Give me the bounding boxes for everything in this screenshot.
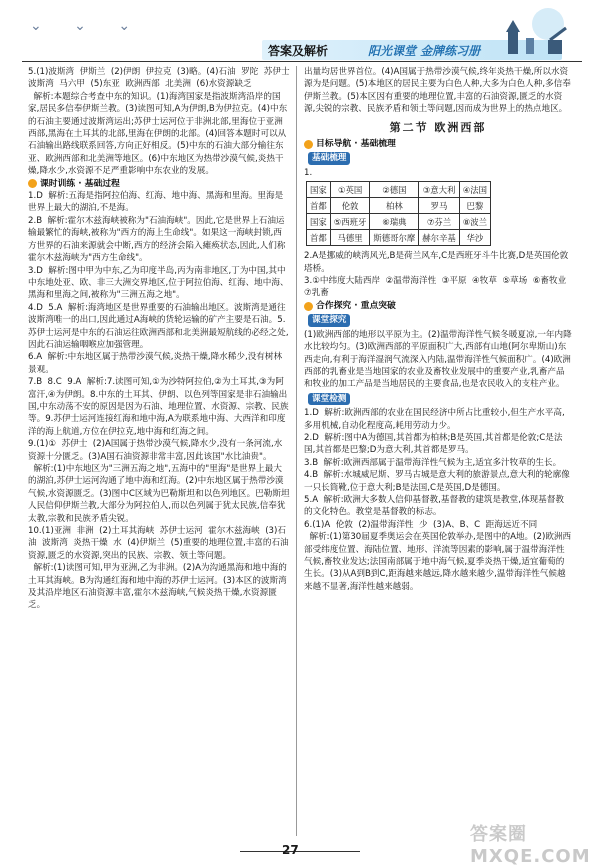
table-row <box>307 230 491 246</box>
lesson-icon <box>28 179 37 188</box>
answer-paragraph: 4.D 5.A 解析:海湾地区是世界重要的石油输出地区。波斯湾是通往波斯湾唯一的出口,因此通过A海峡的货轮运输的矿产主要是石油。5.苏伊士运河是中东的石油运往欧洲西部和北美洲最短航线的必经之处,因此石油运输咽喉应加强管理。 <box>28 302 289 350</box>
table-cell: ⑥瑞典 <box>370 214 419 230</box>
table-cell: 华沙 <box>459 230 490 246</box>
section-heading-label: 课时训练 · 基础过程 <box>40 178 120 189</box>
answer-paragraph: (1)欧洲西部的地形以平原为主。(2)温带海洋性气候冬暖夏凉,一年内降水比较均匀。(3)欧洲西部的平原面积广大,西部有山地(阿尔卑斯山)东西走向,有利于海洋湿润气流深入内陆,温带海洋性气候面积广。(4)欧洲西部的乳畜业是当地国家的农业及畜牧业发展中的重要产业,乳畜产品和牧业的加工产品是当地居民的主要食品,也是农民收入的支柱产业。 <box>304 329 572 390</box>
table-cell: 马德里 <box>330 230 370 246</box>
answer-paragraph: 9.(1)① 苏伊士 (2)A国属于热带沙漠气候,降水少,没有一条河流,水资源十分匮乏。(3)A国石油资源非常丰富,因此该国"水比油贵"。 <box>28 439 283 462</box>
page-header <box>0 0 600 62</box>
subsection-heading-label: 合作探究 · 重点突破 <box>316 300 396 311</box>
table-cell: ④法国 <box>459 182 490 198</box>
birds-decoration: ⌄ ⌄ ⌄ <box>30 18 145 34</box>
header-rule <box>22 61 582 62</box>
table-cell: 柏林 <box>370 198 419 214</box>
table-cell: 国家 <box>307 214 331 230</box>
answer-paragraph: 1.D 解析:欧洲西部的农业在国民经济中所占比重较小,但生产水平高,多用机械,自动化程度高,耗用劳动力少。 <box>304 408 565 431</box>
table-cell: ⑦芬兰 <box>419 214 460 230</box>
answer-paragraph: 5.(1)波斯湾 伊斯兰 (2)伊朗 伊拉克 (3)略。(4)石油 罗陀 苏伊士 波斯湾 马六甲 (5)东亚 欧洲西部 北美洲 (6)水资源缺乏 <box>28 67 296 90</box>
table-cell: 斯德哥尔摩 <box>370 230 419 246</box>
watermark: 答案圈 MXQE.COM <box>470 824 591 867</box>
page-number: 27 <box>282 843 299 857</box>
answer-paragraph: 6.A 解析:中东地区属于热带沙漠气候,炎热干燥,降水稀少,没有树林景观。 <box>28 352 283 375</box>
cooperation-icon <box>304 302 313 311</box>
answer-paragraph: 解析:(1)第30届夏季奥运会在英国伦敦举办,是图中的A地。(2)欧洲西部受纬度位置、海陆位置、地形、洋流等因素的影响,属于温带海洋性气候,畜牧业发达;法国南部属于地中海气候,夏季炎热干燥,适宜葡萄的生长。(3)从A到B到C,距海越来越远,降水越来越少,温带海洋性气候越来越不显著,海洋性越来越弱。 <box>304 532 572 592</box>
class-explore-tag: 课堂探究 <box>308 314 350 326</box>
table-cell: ③意大利 <box>419 182 460 198</box>
question-label: 1. <box>304 167 313 178</box>
right-column <box>304 66 572 593</box>
answer-paragraph: 3.B 解析:欧洲西部属于温带海洋性气候为主,适宜多汁牧草的生长。 <box>304 457 562 468</box>
column-divider <box>296 66 297 836</box>
table-cell: 首都 <box>307 230 331 246</box>
observatory-illustration <box>488 2 578 58</box>
subsection-heading-label: 目标导航 · 基础梳理 <box>316 139 396 150</box>
table-cell: 赫尔辛基 <box>419 230 460 246</box>
answer-paragraph: 解析:(1)中东地区为"三洲五海之地",五海中的"里海"是世界上最大的湖泊,苏伊士运河沟通了地中海和红海。(2)中东地区属于热带沙漠气候,水资源匮乏。(3)图中C区域为巴勒斯坦和以色列地区。巴勒斯坦人民信仰伊斯兰教,大部分为阿拉伯人,而以色列属于犹太民族,信奉犹太教,宗教和民族矛盾尖锐。 <box>28 464 290 524</box>
answer-paragraph: 2.A是挪威的峡湾风光,B是荷兰风车,C是西班牙斗牛比赛,D是英国伦敦塔桥。 <box>304 251 569 274</box>
answer-paragraph: 1.D 解析:五海是指阿拉伯海、红海、地中海、黑海和里海。里海是世界上最大的湖泊,不是海。 <box>28 191 284 214</box>
header-left-title: 答案及解析 <box>268 44 329 58</box>
header-right-title: 阳光课堂 金牌练习册 <box>368 44 481 58</box>
basics-tag: 基础梳理 <box>308 152 350 164</box>
answer-paragraph: 2.B 解析:霍尔木兹海峡被称为"石油海峡"。因此,它是世界上石油运输最繁忙的海峡,被称为"西方的海上生命线"。如果这一海峡封锁,西方世界的石油来源就会中断,西方的经济会陷入瘫痪状态,因此,人们称霍尔木兹海峡为"西方生命线"。 <box>28 215 286 264</box>
table-cell: 国家 <box>307 182 331 198</box>
table-row <box>307 198 491 214</box>
answer-paragraph: 3.①中纬度大陆西岸 ②温带海洋性 ③平原 ④牧草 ⑤草场 ⑥畜牧业 ⑦乳畜 <box>304 276 572 299</box>
answer-paragraph: 4.B 解析:水城威尼斯、罗马古城是意大利的旅游景点,意大利的轮廓像一只长筒靴,位于意大利;B是法国,C是英国,D是德国。 <box>304 470 570 493</box>
table-row <box>307 214 491 230</box>
answer-paragraph: 2.D 解析:图中A为德国,其首都为柏林;B是英国,其首都是伦敦;C是法国,其首都是巴黎;D为意大利,其首都是罗马。 <box>304 432 563 456</box>
answer-paragraph: 7.B 8.C 9.A 解析:7.读图可知,①为沙特阿拉伯,②为土耳其,③为阿富汗,④为伊朗。8.中东的土耳其、伊朗、以色列等国家是非石油输出国,中东动荡不安的原因是因为石油、地理位置、水资源、宗教、民族等。9.苏伊士运河连接红海和地中海,A为联系地中海、大西洋和印度洋的海上航道,方位在伊拉克,地中海和红海之间。 <box>28 377 289 437</box>
answer-paragraph: 解析:(1)读图可知,甲为亚洲,乙为非洲。(2)A为沟通黑海和地中海的土耳其海峡。B为沟通红海和地中海的苏伊士运河。(3)本区的波斯湾及其沿岸地区石油资源丰富,霍尔木兹海峡,气候炎热干燥,水资源匮乏。 <box>28 563 287 611</box>
answer-paragraph: 3.D 解析:图中甲为中东,乙为印度半岛,丙为南非地区,丁为中国,其中中东地处亚、欧、非三大洲交界地区,位于阿拉伯海、红海、地中海、黑海和里海之间,被称为"三洲五海之地"。 <box>28 265 289 301</box>
answer-paragraph: 解析:本题综合考查中东的知识。(1)海湾国家是指波斯湾沿岸的国家,居民多信奉伊斯兰教。(3)读图可知,A为伊朗,B为伊拉克。(4)中东的石油主要通过波斯湾运出;苏伊士运河位于非洲北部,里海位于亚洲西部,黑海在土耳其的北部,里海在伊朗的北部。(4)回答本题时可以从石油输出路线联系回答,方向正好相反。(5)中东的石油大部分输往东亚、欧洲西部和北美洲等地区。(6)中东地区为热带沙漠气候,炎热干燥,降水少,水资源不足严重影响中东农业的发展。 <box>28 91 288 177</box>
subsection-heading <box>304 300 572 312</box>
footer-rule <box>240 851 360 852</box>
answer-paragraph: 10.(1)亚洲 非洲 (2)土耳其海峡 苏伊士运河 霍尔木兹海峡 (3)石油 波斯湾 炎热干燥 水 (4)伊斯兰 (5)重要的地理位置,丰富的石油资源,匮乏的水资源,突出的民族、宗教、领土等问题。 <box>28 526 289 561</box>
table-cell: ⑧波兰 <box>459 214 490 230</box>
section-title: 第二节 欧洲西部 <box>389 120 487 134</box>
table-cell: 巴黎 <box>459 198 490 214</box>
table-cell: 伦敦 <box>330 198 370 214</box>
answer-paragraph: 6.(1)A 伦敦 (2)温带海洋性 少 (3)A、B、C 距海远近不同 <box>304 519 538 530</box>
class-test-tag: 课堂检测 <box>308 393 350 405</box>
subsection-heading <box>304 138 572 150</box>
answer-paragraph: 5.A 解析:欧洲大多数人信仰基督教,基督教的建筑是教堂,体现基督教的文化特色。教堂是基督教的标志。 <box>304 494 564 518</box>
answer-paragraph: 出量均居世界首位。(4)A国属于热带沙漠气候,终年炎热干燥,所以水资源为是问题。(5)本地区的居民主要为白色人种,大多为白色人种,多信奉伊斯兰教。(5)本区因有重要的地理位置,丰富的石油资源,匮乏的水资源,尖锐的宗教、民族矛盾和领土等问题,因而成为世界上的热点地区。 <box>304 67 571 115</box>
left-column <box>28 66 296 612</box>
table-cell: ⑤西班牙 <box>330 214 370 230</box>
table-cell: ②德国 <box>370 182 419 198</box>
section-heading <box>28 178 290 190</box>
table-cell: 罗马 <box>419 198 460 214</box>
table-cell: 首都 <box>307 198 331 214</box>
table-cell: ①英国 <box>330 182 370 198</box>
goal-icon <box>304 140 313 149</box>
country-capital-table <box>306 181 491 246</box>
table-row <box>307 182 491 198</box>
